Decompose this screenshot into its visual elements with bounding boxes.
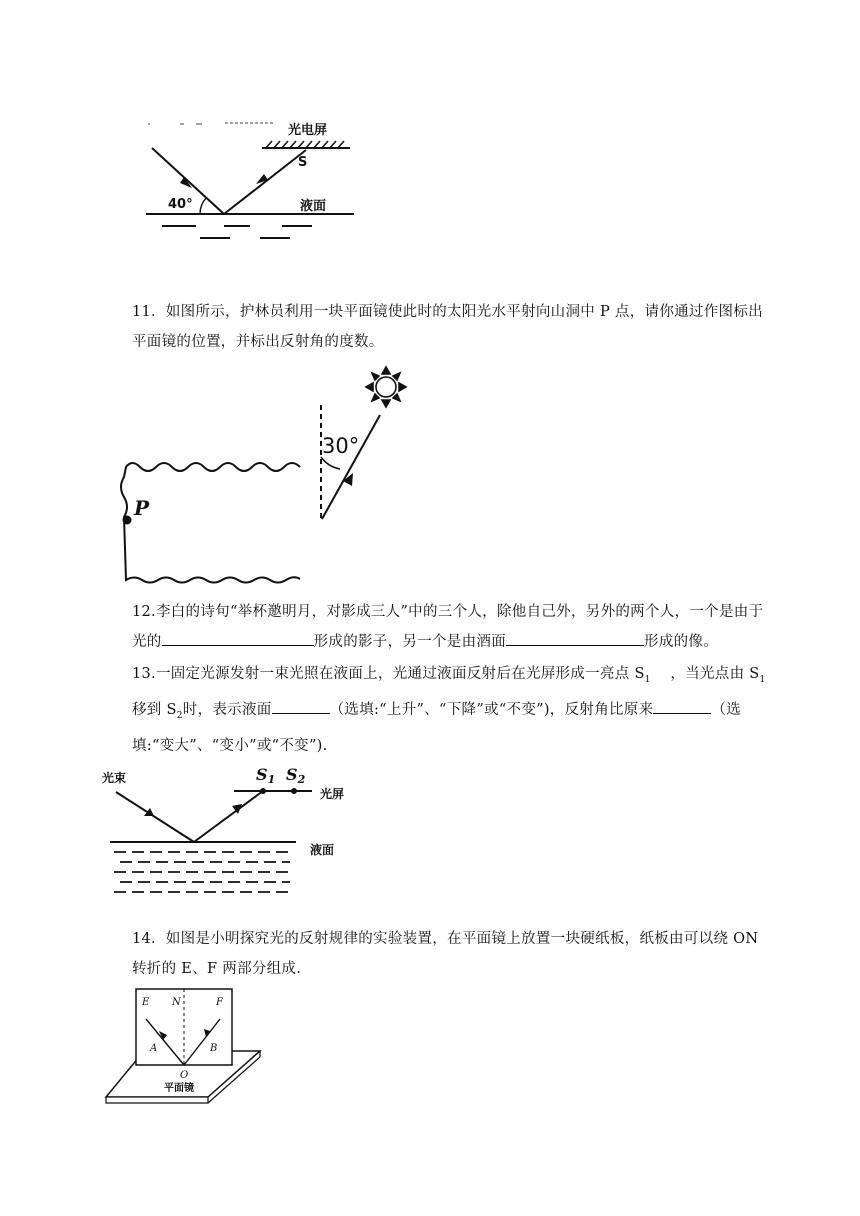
reflected-ray-13 [194, 791, 263, 842]
q12-blank-1[interactable] [162, 629, 314, 646]
label-e: E [142, 997, 150, 1008]
question-12 [132, 597, 772, 657]
figure-q13 [100, 760, 370, 900]
label-o: O [180, 1070, 189, 1081]
point-s2 [291, 788, 297, 794]
s1-label [256, 765, 275, 786]
s2-subscript: 2 [297, 773, 306, 786]
point-p [123, 516, 132, 525]
question-11: 11．如图所示，护林员利用一块平面镜使此时的太阳光水平射向山洞中 P 点，请你通过作图标出平面镜的位置，并标出反射角的度数。 [132, 304, 763, 350]
figure-q10 [140, 110, 370, 250]
label-n: N [172, 997, 181, 1008]
cave-outline [121, 463, 300, 583]
s1-subscript: 1 [267, 773, 276, 786]
scan-artifacts [148, 123, 275, 124]
figure-q14 [100, 985, 270, 1105]
reflected-ray [224, 150, 306, 214]
angle-arc-30 [321, 457, 340, 469]
question-14: 14．如图是小明探究光的反射规律的实验装置，在平面镜上放置一块硬纸板，纸板由可以绕 ON 转折的 E、F 两部分组成. [132, 931, 759, 977]
liquid-dashes-13 [114, 852, 290, 892]
beam-label: 光束 [102, 771, 127, 785]
q13-sub-2: 2 [176, 710, 183, 721]
screen-label: 光电屏 [288, 123, 328, 138]
point-s1 [260, 788, 266, 794]
q13-text-a: 13.一固定光源发射一束光照在液面上，光通过液面反射后在光屏形成一亮点 S [132, 666, 645, 682]
q13-text-c: 移到 S [132, 701, 177, 718]
mirror-edge [106, 1097, 208, 1103]
q13-text-d: 时，表示液面 [182, 701, 272, 718]
surface-label: 液面 [300, 199, 327, 214]
label-b: B [210, 1043, 218, 1054]
screen-hatch [266, 141, 344, 148]
sun-icon [366, 367, 406, 407]
s2-letter: S [286, 765, 298, 784]
q12-text-c: 形成的像。 [644, 634, 719, 650]
q12-text-b: 形成的影子，另一个是由酒面 [313, 634, 507, 650]
point-s-label: S [298, 155, 308, 170]
q13-sub-1b: 1 [759, 674, 766, 685]
angle-label: 40° [168, 197, 193, 212]
q13-blank-2[interactable] [653, 697, 711, 714]
label-a: A [150, 1043, 158, 1054]
q12-blank-2[interactable] [506, 629, 644, 646]
sun-ray [322, 415, 380, 519]
mirror-label: 平面镜 [164, 1083, 194, 1094]
q13-text-e: （选填:“上升”、“下降”或“不变”)，反射角比原来 [329, 701, 654, 718]
q13-text-b: ，当光点由 S [670, 666, 760, 682]
s1-letter: S [256, 765, 268, 784]
question-13 [132, 659, 772, 761]
beam-ray [116, 792, 194, 842]
q13-blank-1[interactable] [272, 697, 330, 714]
q12-text-a: 12.李白的诗句“举杯邀明月，对影成三人”中的三个人，除他自己外，另外的两个人，一个是由于光的 [132, 604, 764, 650]
liquid-dashes [162, 226, 312, 238]
surface-label-13: 液面 [310, 843, 335, 857]
reflected-arrow [256, 174, 268, 184]
s2-label [286, 765, 306, 786]
figure-q11 [110, 365, 420, 585]
angle-30-label: 30° [322, 434, 360, 458]
q13-sub-1a: 1 [644, 674, 651, 685]
label-f: F [216, 997, 223, 1008]
angle-arc [200, 198, 206, 214]
q13-text-f: （选填:“变大”、“变小”或“不变”). [132, 701, 742, 754]
screen-label-13: 光屏 [320, 787, 345, 801]
point-p-label: P [134, 496, 150, 520]
